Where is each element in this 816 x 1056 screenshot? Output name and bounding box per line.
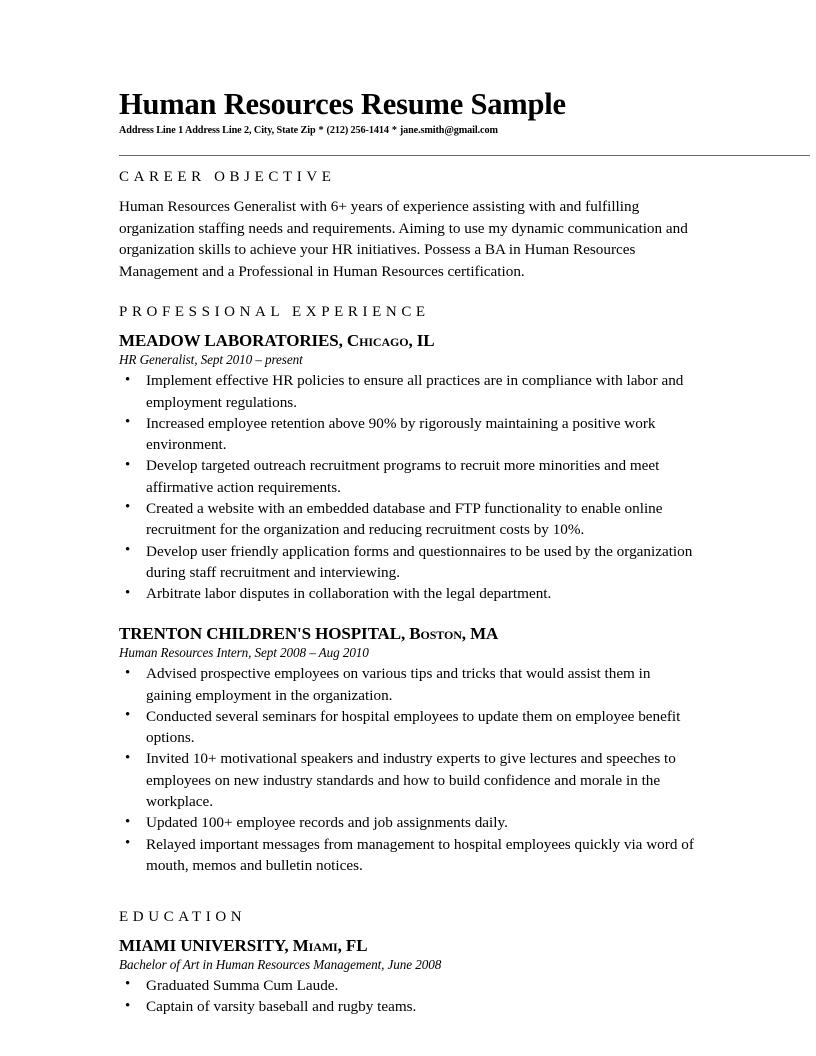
list-item: • Develop user friendly application forms and questionnaires to be used by the organization during staff recruitment and interviewing. — [119, 541, 699, 584]
page-title: Human Resources Resume Sample — [119, 87, 566, 121]
experience-entry — [119, 331, 699, 604]
header-divider — [119, 155, 810, 156]
resume-content — [119, 88, 699, 1018]
school-name: MIAMI UNIVERSITY, Miami, FL — [119, 936, 368, 956]
section-heading-education: EDUCATION — [119, 909, 247, 926]
contact-separator-1: * — [318, 125, 324, 137]
responsibility-list — [119, 663, 699, 876]
employer-name: MEADOW LABORATORIES, Chicago, IL — [119, 331, 435, 351]
job-title-and-dates: HR Generalist, Sept 2010 – present — [119, 352, 303, 368]
section-education — [119, 876, 699, 1017]
experience-entry — [119, 624, 699, 876]
list-item: • Advised prospective employees on various tips and tricks that would assist them in gaining employment in the organization. — [119, 663, 699, 706]
list-item: • Updated 100+ employee records and job assignments daily. — [119, 812, 699, 833]
list-item: • Increased employee retention above 90% by rigorously maintaining a positive work environment. — [119, 413, 699, 456]
degree-and-date: Bachelor of Art in Human Resources Management, June 2008 — [119, 957, 442, 973]
section-career-objective — [119, 138, 699, 282]
section-heading-professional-experience: PROFESSIONAL EXPERIENCE — [119, 304, 430, 321]
career-objective-body: Human Resources Generalist with 6+ years of experience assisting with and fulfilling organization staffing needs and requirements. Aiming to use my dynamic communication and organization skills to achieve your HR initiatives. Possess a BA in Human Resources Management and a Professional in Human Resources certification. — [119, 198, 688, 280]
job-title-and-dates: Human Resources Intern, Sept 2008 – Aug 2010 — [119, 645, 369, 661]
list-item: • Develop targeted outreach recruitment programs to recruit more minorities and meet affirmative action requirements. — [119, 455, 699, 498]
list-item: • Conducted several seminars for hospital employees to update them on employee benefit options. — [119, 706, 699, 749]
experience-entry-list — [119, 331, 699, 876]
list-item: • Relayed important messages from management to hospital employees quickly via word of mouth, memos and bulletin notices. — [119, 834, 699, 877]
education-entry — [119, 936, 699, 1017]
education-highlight-list — [119, 975, 699, 1018]
contact-line — [119, 125, 699, 138]
resume-header — [119, 88, 699, 138]
section-professional-experience — [119, 282, 699, 876]
list-item: • Invited 10+ motivational speakers and industry experts to give lectures and speeches to employees on new industry standards and how to build confidence and morale in the workplace. — [119, 748, 699, 812]
list-item: • Captain of varsity baseball and rugby teams. — [119, 996, 699, 1017]
contact-address: Address Line 1 Address Line 2, City, State Zip — [119, 125, 316, 137]
contact-separator-2: * — [391, 125, 397, 137]
contact-email: jane.smith@gmail.com — [399, 125, 498, 137]
list-item: • Graduated Summa Cum Laude. — [119, 975, 699, 996]
section-heading-career-objective: CAREER OBJECTIVE — [119, 169, 336, 186]
list-item: • Created a website with an embedded database and FTP functionality to enable online recruitment for the organization and reducing recruitment costs by 10%. — [119, 498, 699, 541]
employer-name: TRENTON CHILDREN'S HOSPITAL, Boston, MA — [119, 624, 499, 644]
responsibility-list — [119, 370, 699, 604]
list-item: • Implement effective HR policies to ensure all practices are in compliance with labor and employment regulations. — [119, 370, 699, 413]
list-item: • Arbitrate labor disputes in collaboration with the legal department. — [119, 583, 699, 604]
contact-phone: (212) 256-1414 — [326, 125, 389, 137]
